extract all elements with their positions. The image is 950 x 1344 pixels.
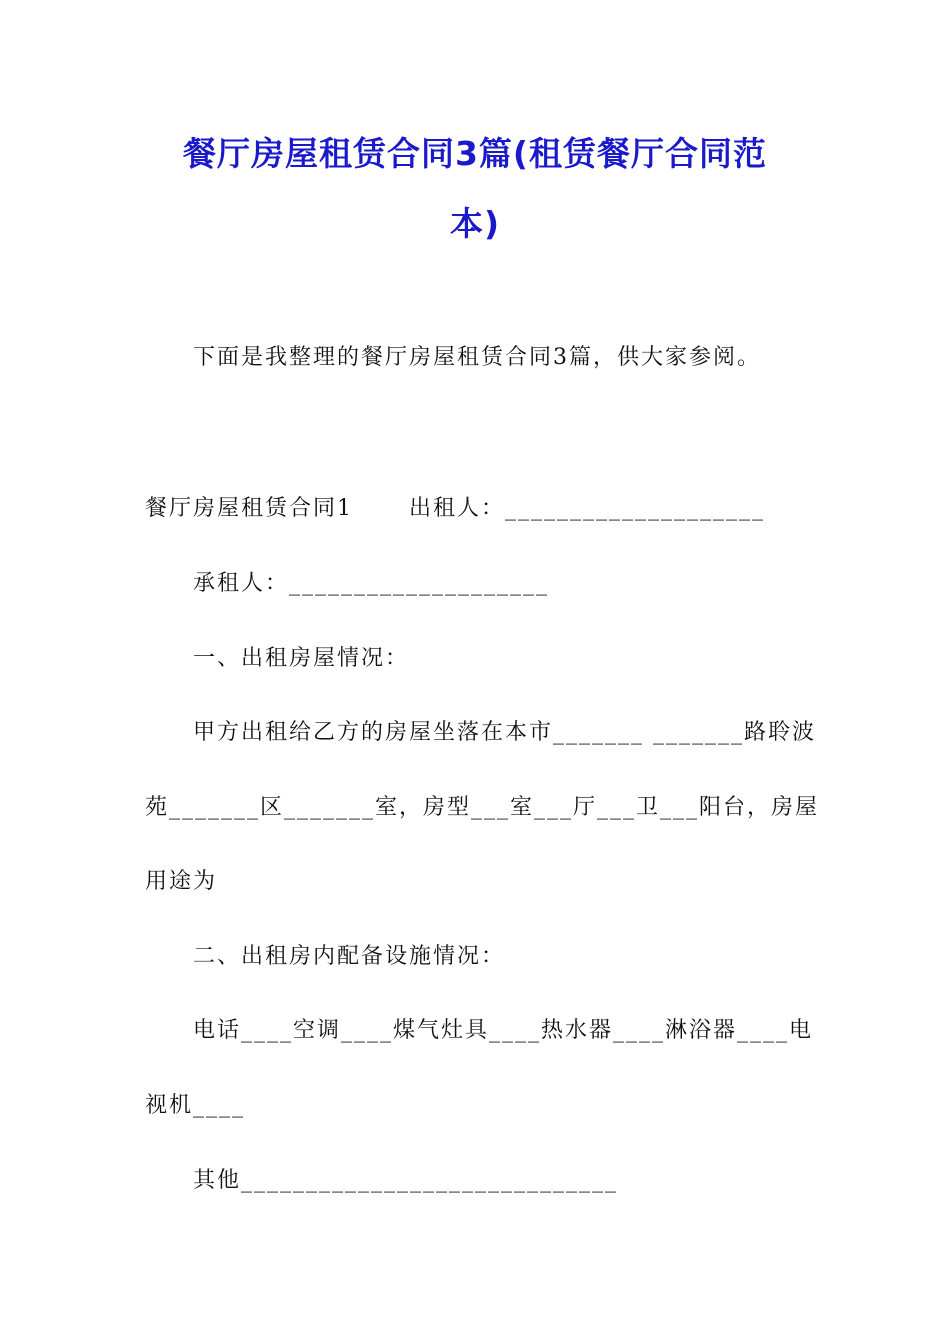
location-paragraph-line-1: 甲方出租给乙方的房屋坐落在本市_______ _______路聆波 [193,720,816,745]
location-paragraph-line-3: 用途为 [145,869,218,894]
facilities-paragraph-line-1: 电话____空调____煤气灶具____热水器____淋浴器____电 [193,1018,814,1043]
document-title-line-2: 本) [449,204,501,243]
contract-1-header-line [145,494,765,524]
document-title-line-1: 餐厅房屋租赁合同3篇(租赁餐厅合同范 [182,134,768,173]
intro-paragraph: 下面是我整理的餐厅房屋租赁合同3篇，供大家参阅。 [193,345,761,370]
location-paragraph-line-2: 苑_______区_______室，房型___室___厅___卫___阳台，房屋 [145,795,820,820]
facilities-paragraph-line-2: 视机____ [145,1093,246,1118]
section-1-heading: 一、出租房屋情况： [193,646,410,671]
lessee-field: 承租人：____________________ [193,571,550,596]
other-facilities-field: 其他_____________________________ [193,1168,619,1193]
contract-1-heading: 餐厅房屋租赁合同1 [145,496,353,521]
section-2-heading: 二、出租房内配备设施情况： [193,944,506,969]
lessor-field: 出租人：____________________ [409,496,766,521]
